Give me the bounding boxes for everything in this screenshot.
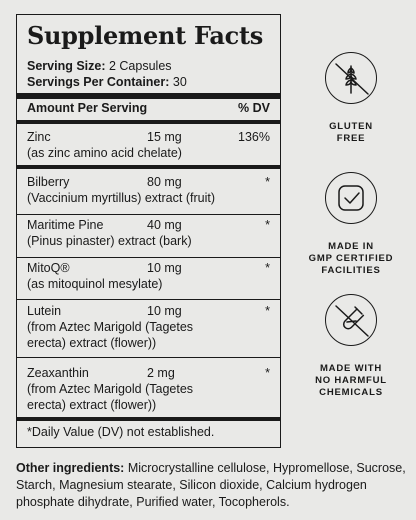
nutrient-amount: 10 mg xyxy=(147,261,182,275)
nutrient-dv: * xyxy=(265,304,270,318)
nutrient-amount: 40 mg xyxy=(147,218,182,232)
serving-size-label: Serving Size: xyxy=(27,59,106,73)
nutrient-source: (as zinc amino acid chelate) xyxy=(27,146,182,160)
nutrient-source: (from Aztec Marigold (Tagetes xyxy=(27,320,194,334)
nutrient-source-cont: erecta) extract (flower)) xyxy=(27,336,157,350)
nutrient-amount: 2 mg xyxy=(147,366,175,380)
amount-header: Amount Per Serving xyxy=(27,101,148,115)
badge-gmp-certified xyxy=(306,172,396,277)
nutrient-name: MitoQ® xyxy=(27,261,70,275)
nutrient-dv: * xyxy=(265,218,270,232)
divider-bilberry xyxy=(17,214,280,215)
panel-title: Supplement Facts xyxy=(27,21,263,50)
serving-info xyxy=(27,58,187,90)
badge-gluten-free xyxy=(306,52,396,145)
other-ingredients xyxy=(16,460,408,511)
checkmark-icon xyxy=(325,172,377,224)
nutrient-dv: 136% xyxy=(238,130,270,144)
divider-bottom xyxy=(17,417,280,421)
nutrient-dv: * xyxy=(265,261,270,275)
nutrient-amount: 15 mg xyxy=(147,130,182,144)
wheat-crossed-icon xyxy=(325,52,377,104)
divider-maritime-pine xyxy=(17,257,280,258)
nutrient-source: (as mitoquinol mesylate) xyxy=(27,277,163,291)
badge-label: MADE WITH NO HARMFUL CHEMICALS xyxy=(315,363,387,398)
nutrient-name: Zinc xyxy=(27,130,51,144)
serving-size-value: 2 Capsules xyxy=(108,59,172,73)
nutrient-source: (Vaccinium myrtillus) extract (fruit) xyxy=(27,191,215,205)
test-tube-crossed-icon xyxy=(325,294,377,346)
divider-lutein xyxy=(17,357,280,358)
nutrient-source: (Pinus pinaster) extract (bark) xyxy=(27,234,192,248)
servings-label: Servings Per Container: xyxy=(27,75,170,89)
column-header xyxy=(27,101,270,115)
dv-footnote: *Daily Value (DV) not established. xyxy=(27,425,215,439)
other-ingredients-label: Other ingredients: xyxy=(16,461,125,475)
nutrient-name: Bilberry xyxy=(27,175,70,189)
badge-no-chemicals xyxy=(306,294,396,399)
nutrient-name: Lutein xyxy=(27,304,62,318)
divider-header xyxy=(17,120,280,124)
nutrient-amount: 10 mg xyxy=(147,304,182,318)
nutrient-dv: * xyxy=(265,175,270,189)
divider-mitoq xyxy=(17,299,280,300)
nutrient-name: Zeaxanthin xyxy=(27,366,89,380)
badge-label: MADE IN GMP CERTIFIED FACILITIES xyxy=(308,241,394,276)
supplement-facts-panel xyxy=(16,14,281,448)
nutrient-source-cont: erecta) extract (flower)) xyxy=(27,398,157,412)
other-ingredients-text: Microcrystalline cellulose, Hypromellose, Sucrose, Starch, Magnesium stearate, Silicon dioxide, Calcium hydrogen phosphate dihydrate, Purified water, Tocopherols. xyxy=(16,461,406,509)
dv-header: % DV xyxy=(238,101,270,115)
divider-thick xyxy=(17,93,280,99)
badge-label: GLUTEN FREE xyxy=(329,121,373,144)
nutrient-amount: 80 mg xyxy=(147,175,182,189)
divider-zinc xyxy=(17,165,280,169)
nutrient-source: (from Aztec Marigold (Tagetes xyxy=(27,382,194,396)
nutrient-dv: * xyxy=(265,366,270,380)
servings-value: 30 xyxy=(172,75,187,89)
nutrient-name: Maritime Pine xyxy=(27,218,104,232)
